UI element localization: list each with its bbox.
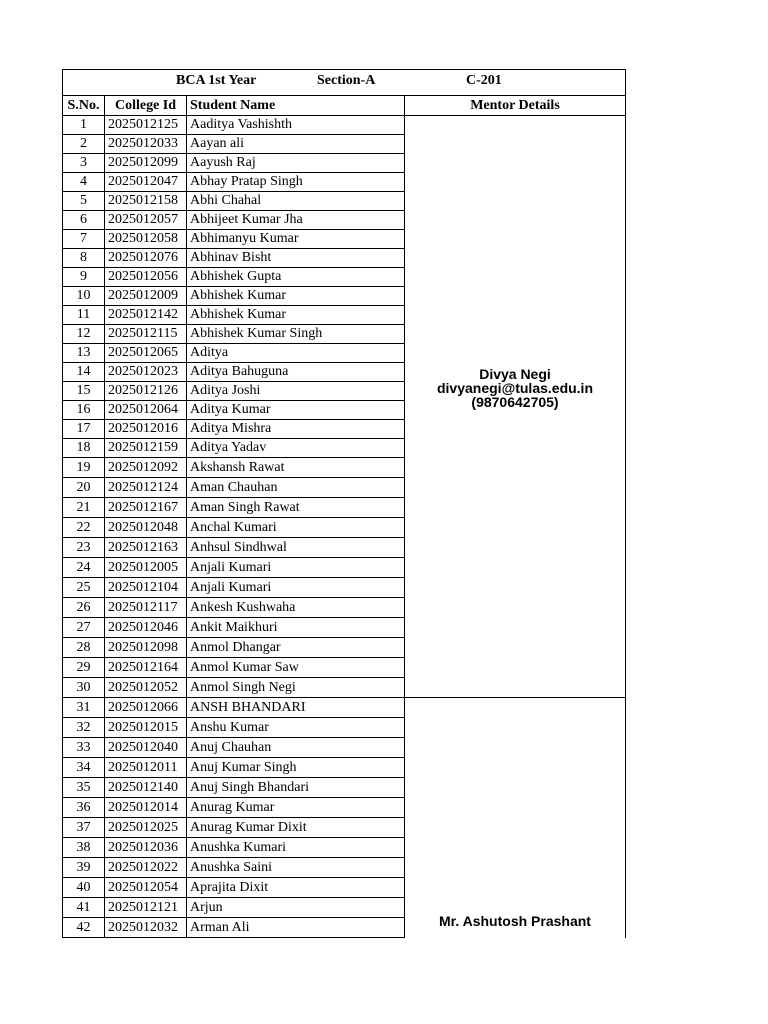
- student-name-cell: Akshansh Rawat: [187, 458, 405, 478]
- mentor-name: Mr. Ashutosh Prashant: [439, 912, 591, 929]
- sno-cell: 24: [63, 558, 105, 578]
- college-id-cell: 2025012022: [105, 858, 187, 878]
- mentor-cell-1: [405, 116, 626, 698]
- student-name-cell: Anushka Kumari: [187, 838, 405, 858]
- table-row: [63, 698, 626, 718]
- column-header-college-id: College Id: [105, 96, 187, 116]
- student-name-cell: Ankesh Kushwaha: [187, 598, 405, 618]
- mentor-cell-2: [405, 698, 626, 938]
- student-name-cell: Anurag Kumar Dixit: [187, 818, 405, 838]
- sno-cell: 21: [63, 498, 105, 518]
- student-name-cell: ANSH BHANDARI: [187, 698, 405, 718]
- sno-cell: 28: [63, 638, 105, 658]
- student-name-cell: Aditya Joshi: [187, 382, 405, 401]
- student-name-cell: Abhimanyu Kumar: [187, 230, 405, 249]
- program-label: BCA 1st Year: [176, 73, 257, 88]
- student-name-cell: Anmol Dhangar: [187, 638, 405, 658]
- college-id-cell: 2025012005: [105, 558, 187, 578]
- mentor-phone: (9870642705): [471, 393, 559, 410]
- sno-cell: 25: [63, 578, 105, 598]
- student-name-cell: Abhishek Gupta: [187, 268, 405, 287]
- sno-cell: 38: [63, 838, 105, 858]
- sno-cell: 15: [63, 382, 105, 401]
- sno-cell: 26: [63, 598, 105, 618]
- student-name-cell: Arman Ali: [187, 918, 405, 938]
- student-name-cell: Anhsul Sindhwal: [187, 538, 405, 558]
- college-id-cell: 2025012023: [105, 363, 187, 382]
- title-row: [63, 70, 626, 96]
- student-name-cell: Abhay Pratap Singh: [187, 173, 405, 192]
- mentor-email: divyanegi@tulas.edu.in: [436, 379, 594, 396]
- sno-cell: 19: [63, 458, 105, 478]
- college-id-cell: 2025012066: [105, 698, 187, 718]
- college-id-cell: 2025012098: [105, 638, 187, 658]
- student-name-cell: Arjun: [187, 898, 405, 918]
- college-id-cell: 2025012115: [105, 325, 187, 344]
- college-id-cell: 2025012099: [105, 154, 187, 173]
- sno-cell: 14: [63, 363, 105, 382]
- student-name-cell: Anmol Singh Negi: [187, 678, 405, 698]
- sno-cell: 9: [63, 268, 105, 287]
- student-name-cell: Ankit Maikhuri: [187, 618, 405, 638]
- sno-cell: 41: [63, 898, 105, 918]
- sno-cell: 39: [63, 858, 105, 878]
- college-id-cell: 2025012015: [105, 718, 187, 738]
- student-name-cell: Aman Chauhan: [187, 478, 405, 498]
- college-id-cell: 2025012076: [105, 249, 187, 268]
- college-id-cell: 2025012125: [105, 116, 187, 135]
- college-id-cell: 2025012167: [105, 498, 187, 518]
- column-header-row: [63, 96, 626, 116]
- sno-cell: 36: [63, 798, 105, 818]
- college-id-cell: 2025012092: [105, 458, 187, 478]
- sno-cell: 12: [63, 325, 105, 344]
- college-id-cell: 2025012126: [105, 382, 187, 401]
- college-id-cell: 2025012046: [105, 618, 187, 638]
- sno-cell: 13: [63, 344, 105, 363]
- college-id-cell: 2025012058: [105, 230, 187, 249]
- college-id-cell: 2025012036: [105, 838, 187, 858]
- college-id-cell: 2025012033: [105, 135, 187, 154]
- college-id-cell: 2025012040: [105, 738, 187, 758]
- student-name-cell: Anchal Kumari: [187, 518, 405, 538]
- student-name-cell: Abhishek Kumar Singh: [187, 325, 405, 344]
- student-name-cell: Anuj Singh Bhandari: [187, 778, 405, 798]
- sno-cell: 5: [63, 192, 105, 211]
- college-id-cell: 2025012104: [105, 578, 187, 598]
- column-header-student-name: Student Name: [187, 96, 405, 116]
- sheet-title: [63, 70, 626, 96]
- college-id-cell: 2025012121: [105, 898, 187, 918]
- student-name-cell: Anjali Kumari: [187, 558, 405, 578]
- sno-cell: 7: [63, 230, 105, 249]
- student-name-cell: Anurag Kumar: [187, 798, 405, 818]
- college-id-cell: 2025012054: [105, 878, 187, 898]
- college-id-cell: 2025012011: [105, 758, 187, 778]
- college-id-cell: 2025012025: [105, 818, 187, 838]
- student-name-cell: Aditya Kumar: [187, 401, 405, 420]
- sno-cell: 11: [63, 306, 105, 325]
- college-id-cell: 2025012064: [105, 401, 187, 420]
- section-label: Section-A: [317, 73, 376, 88]
- college-id-cell: 2025012142: [105, 306, 187, 325]
- sno-cell: 4: [63, 173, 105, 192]
- college-id-cell: 2025012056: [105, 268, 187, 287]
- college-id-cell: 2025012047: [105, 173, 187, 192]
- student-name-cell: Abhi Chahal: [187, 192, 405, 211]
- sno-cell: 32: [63, 718, 105, 738]
- sno-cell: 22: [63, 518, 105, 538]
- college-id-cell: 2025012117: [105, 598, 187, 618]
- college-id-cell: 2025012065: [105, 344, 187, 363]
- student-name-cell: Anjali Kumari: [187, 578, 405, 598]
- student-mentor-table: [62, 69, 626, 938]
- table-row: [63, 116, 626, 135]
- college-id-cell: 2025012163: [105, 538, 187, 558]
- student-name-cell: Abhinav Bisht: [187, 249, 405, 268]
- sno-cell: 40: [63, 878, 105, 898]
- sno-cell: 29: [63, 658, 105, 678]
- mentor-name: Divya Negi: [479, 365, 551, 382]
- college-id-cell: 2025012052: [105, 678, 187, 698]
- student-name-cell: Aditya Bahuguna: [187, 363, 405, 382]
- student-name-cell: Aditya Mishra: [187, 420, 405, 439]
- sno-cell: 16: [63, 401, 105, 420]
- college-id-cell: 2025012140: [105, 778, 187, 798]
- student-name-cell: Abhijeet Kumar Jha: [187, 211, 405, 230]
- sno-cell: 18: [63, 439, 105, 458]
- student-name-cell: Aprajita Dixit: [187, 878, 405, 898]
- college-id-cell: 2025012158: [105, 192, 187, 211]
- sno-cell: 17: [63, 420, 105, 439]
- college-id-cell: 2025012164: [105, 658, 187, 678]
- student-name-cell: Aditya: [187, 344, 405, 363]
- sno-cell: 1: [63, 116, 105, 135]
- sno-cell: 35: [63, 778, 105, 798]
- table-body: [63, 70, 626, 938]
- student-name-cell: Anshu Kumar: [187, 718, 405, 738]
- student-name-cell: Aayan ali: [187, 135, 405, 154]
- college-id-cell: 2025012124: [105, 478, 187, 498]
- college-id-cell: 2025012057: [105, 211, 187, 230]
- college-id-cell: 2025012048: [105, 518, 187, 538]
- college-id-cell: 2025012032: [105, 918, 187, 938]
- sno-cell: 2: [63, 135, 105, 154]
- sno-cell: 3: [63, 154, 105, 173]
- sno-cell: 6: [63, 211, 105, 230]
- student-name-cell: Aayush Raj: [187, 154, 405, 173]
- student-name-cell: Aaditya Vashishth: [187, 116, 405, 135]
- student-name-cell: Anmol Kumar Saw: [187, 658, 405, 678]
- sno-cell: 20: [63, 478, 105, 498]
- student-name-cell: Abhishek Kumar: [187, 287, 405, 306]
- sno-cell: 42: [63, 918, 105, 938]
- sno-cell: 34: [63, 758, 105, 778]
- student-name-cell: Anushka Saini: [187, 858, 405, 878]
- sno-cell: 23: [63, 538, 105, 558]
- student-name-cell: Anuj Chauhan: [187, 738, 405, 758]
- sno-cell: 8: [63, 249, 105, 268]
- sno-cell: 33: [63, 738, 105, 758]
- student-name-cell: Aman Singh Rawat: [187, 498, 405, 518]
- college-id-cell: 2025012016: [105, 420, 187, 439]
- college-id-cell: 2025012014: [105, 798, 187, 818]
- college-id-cell: 2025012009: [105, 287, 187, 306]
- room-label: C-201: [466, 73, 502, 88]
- column-header-sno: S.No.: [63, 96, 105, 116]
- sno-cell: 10: [63, 287, 105, 306]
- student-name-cell: Abhishek Kumar: [187, 306, 405, 325]
- sno-cell: 27: [63, 618, 105, 638]
- student-name-cell: Aditya Yadav: [187, 439, 405, 458]
- column-header-mentor: Mentor Details: [405, 96, 626, 116]
- student-name-cell: Anuj Kumar Singh: [187, 758, 405, 778]
- sno-cell: 30: [63, 678, 105, 698]
- college-id-cell: 2025012159: [105, 439, 187, 458]
- sno-cell: 37: [63, 818, 105, 838]
- sno-cell: 31: [63, 698, 105, 718]
